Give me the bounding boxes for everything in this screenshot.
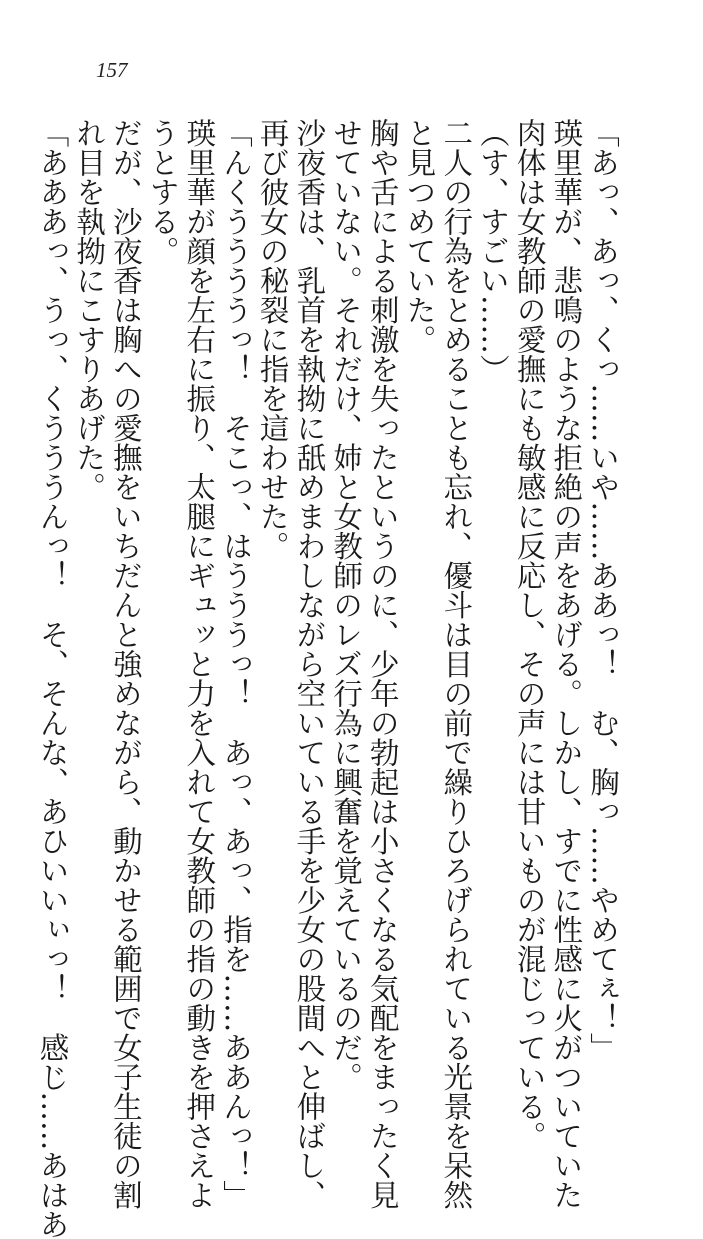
text-line-6: と見つめていた。	[402, 118, 437, 354]
text-line-1: 「あっ、あっ、くっ……いや……ああっ！ む、胸っ……やめてぇ！」	[586, 118, 620, 1062]
text-line-15: れ目を執拗にこすりあげた。	[72, 118, 107, 502]
text-line-11: 「んくううううっ！ そこっ、はうううっ！ あっ、あっ、指を……ああんっ！」	[218, 118, 253, 1210]
text-line-13: うとする。	[145, 118, 180, 266]
text-line-14: だが、沙夜香は胸への愛撫をいちだんと強めながら、動かせる範囲で女子生徒の割	[108, 118, 143, 1210]
text-line-9: 沙夜香は、乳首を執拗に舐めまわしながら空いている手を少女の股間へと伸ばし、	[292, 118, 327, 1210]
text-line-8: せていない。それだけ、姉と女教師のレズ行為に興奮を覚えているのだ。	[329, 118, 364, 1092]
text-line-12: 瑛里華が顔を左右に振り、太腿にギュッと力を入れて女教師の指の動きを押さえよ	[182, 118, 217, 1210]
vertical-text-body	[35, 118, 621, 1239]
text-line-7: 胸や舌による刺激を失ったというのに、少年の勃起は小さくなる気配をまったく見	[365, 118, 400, 1210]
text-line-2: 瑛里華が、悲鳴のような拒絶の声をあげる。しかし、すでに性感に火がついていた	[549, 118, 584, 1210]
text-line-10: 再び彼女の秘裂に指を這わせた。	[255, 118, 290, 561]
text-line-16: 「あああっ、うっ、くうううんっ！ そ、そんな、あひいいぃっ！ 感じ……あはあ	[35, 118, 70, 1239]
page-number: 157	[96, 58, 128, 82]
text-line-3: 肉体は女教師の愛撫にも敏感に反応し、その声には甘いものが混じっている。	[512, 118, 547, 1151]
text-line-4: （す、すごい……）	[475, 118, 510, 384]
text-line-5: 二人の行為をとめることも忘れ、優斗は目の前で繰りひろげられている光景を呆然	[439, 118, 474, 1210]
